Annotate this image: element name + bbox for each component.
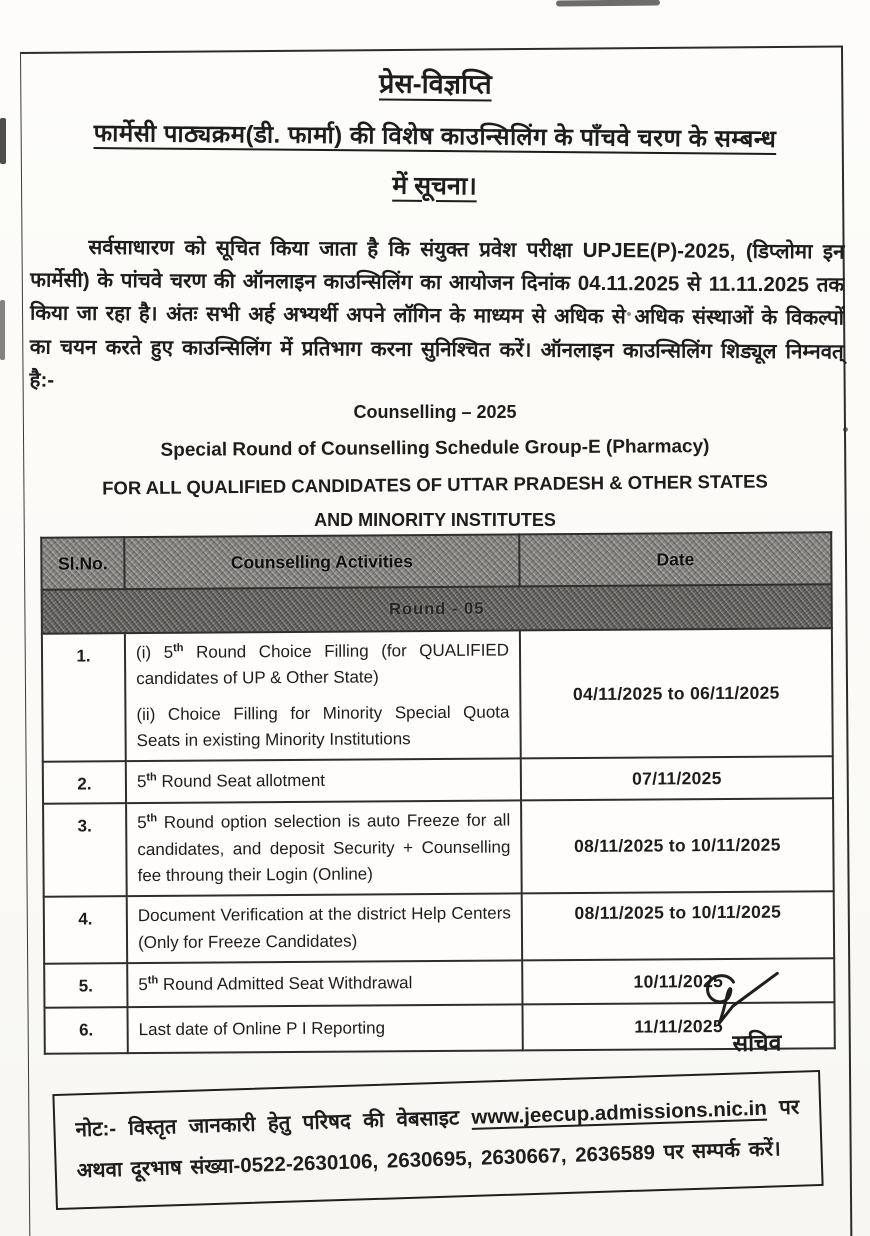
scan-artifact-top xyxy=(556,0,660,7)
document-header xyxy=(0,60,870,206)
secretary-label: सचिव xyxy=(732,1029,782,1057)
note-text-suffix: पर अथवा दूरभाष संख्या-0522-2630106, 2630695, 2630667, 2636589 पर सम्पर्क करें। xyxy=(76,1095,800,1183)
scan-artifact-left xyxy=(0,300,5,360)
website-url-text: www.jeecup.admissions.nic.in xyxy=(471,1096,768,1129)
press-release-title: प्रेस-विज्ञप्ति xyxy=(378,68,492,100)
row-activity: 5th Round Admitted Seat Withdrawal xyxy=(127,961,522,1008)
heading-special-round: Special Round of Counselling Schedule Group-E (Pharmacy) xyxy=(160,436,710,461)
round-banner: Round - 05 xyxy=(42,584,832,634)
row-date: 11/11/2025 xyxy=(522,1002,834,1050)
row-activity: Last date of Online P I Reporting xyxy=(127,1005,522,1054)
row-activity: Document Verification at the district Help Centers (Only for Freeze Candidates) xyxy=(127,894,522,963)
row-serial: 4. xyxy=(44,897,127,964)
english-headings xyxy=(0,402,870,531)
note-text-prefix: नोट:- विस्तृत जानकारी हेतु परिषद की वेबसाइट xyxy=(75,1105,472,1142)
table-header-row xyxy=(41,532,831,590)
row-date: 10/11/2025 xyxy=(522,958,834,1004)
row-activity: 5th Round option selection is auto Freeze for all candidates, and deposit Security + Counselling fee throung their Login (Online) xyxy=(126,801,522,897)
round-banner-row xyxy=(42,584,832,634)
row-serial: 3. xyxy=(43,804,127,898)
row-activity: (i) 5th Round Choice Filling (for QUALIFIED candidates of UP & Other State) (ii) Choice Filling for Minority Special Quota Seats in existing Minority Institutions xyxy=(125,630,521,761)
row-activity: 5th Round Seat allotment xyxy=(126,759,521,804)
row-date: 07/11/2025 xyxy=(521,757,833,801)
row-serial: 2. xyxy=(43,762,126,805)
table-row xyxy=(43,799,834,898)
footer-note-box xyxy=(52,1070,823,1210)
row-date: 04/11/2025 to 06/11/2025 xyxy=(520,628,833,759)
row-serial: 6. xyxy=(44,1007,127,1054)
table-row xyxy=(44,892,834,964)
handwritten-signature-icon xyxy=(693,967,786,1031)
heading-counselling-year: Counselling – 2025 xyxy=(353,402,517,422)
row-serial: 5. xyxy=(44,963,127,1008)
column-header-date: Date xyxy=(519,532,831,586)
row-date: 08/11/2025 to 10/11/2025 xyxy=(522,892,834,961)
table-row xyxy=(43,757,833,805)
table-row xyxy=(42,628,833,762)
notice-body-paragraph: सर्वसाधारण को सूचित किया जाता है कि संयुक्त प्रवेश परीक्षा UPJEE(P)-2025, (डिप्लोमा इन फार्मेसी) के पांचवे चरण की ऑनलाइन काउन्सिलिंग का आयोजन दिनांक 04.11.2025 से 11.11.2025 तक किया जा रहा है। अंतः सभी अर्ह अभ्यर्थी अपने लॉगिन के माध्यम से अधिक से अधिक संस्थाओं के विकल्पों का चयन करते हुए काउन्सिलिंग में प्रतिभाग करना सुनिश्चित करें। ऑनलाइन काउन्सिलिंग शिड्यूल निम्नवत् है:- xyxy=(29,235,845,391)
heading-qualified-candidates: FOR ALL QUALIFIED CANDIDATES OF UTTAR PRADESH & OTHER STATES xyxy=(102,470,768,499)
subject-line-2: में सूचना। xyxy=(392,171,477,201)
row-serial: 1. xyxy=(42,633,126,762)
row-date: 08/11/2025 to 10/11/2025 xyxy=(521,799,834,894)
heading-minority-institutes: AND MINORITY INSTITUTES xyxy=(314,510,556,530)
signature-block xyxy=(693,967,787,1059)
column-header-slno: Sl.No. xyxy=(41,537,124,590)
subject-line-1: फार्मेसी पाठ्यक्रम(डी. फार्मा) की विशेष काउन्सिलिंग के पाँचवे चरण के सम्बन्ध xyxy=(93,120,777,153)
column-header-activities: Counselling Activities xyxy=(124,534,519,589)
